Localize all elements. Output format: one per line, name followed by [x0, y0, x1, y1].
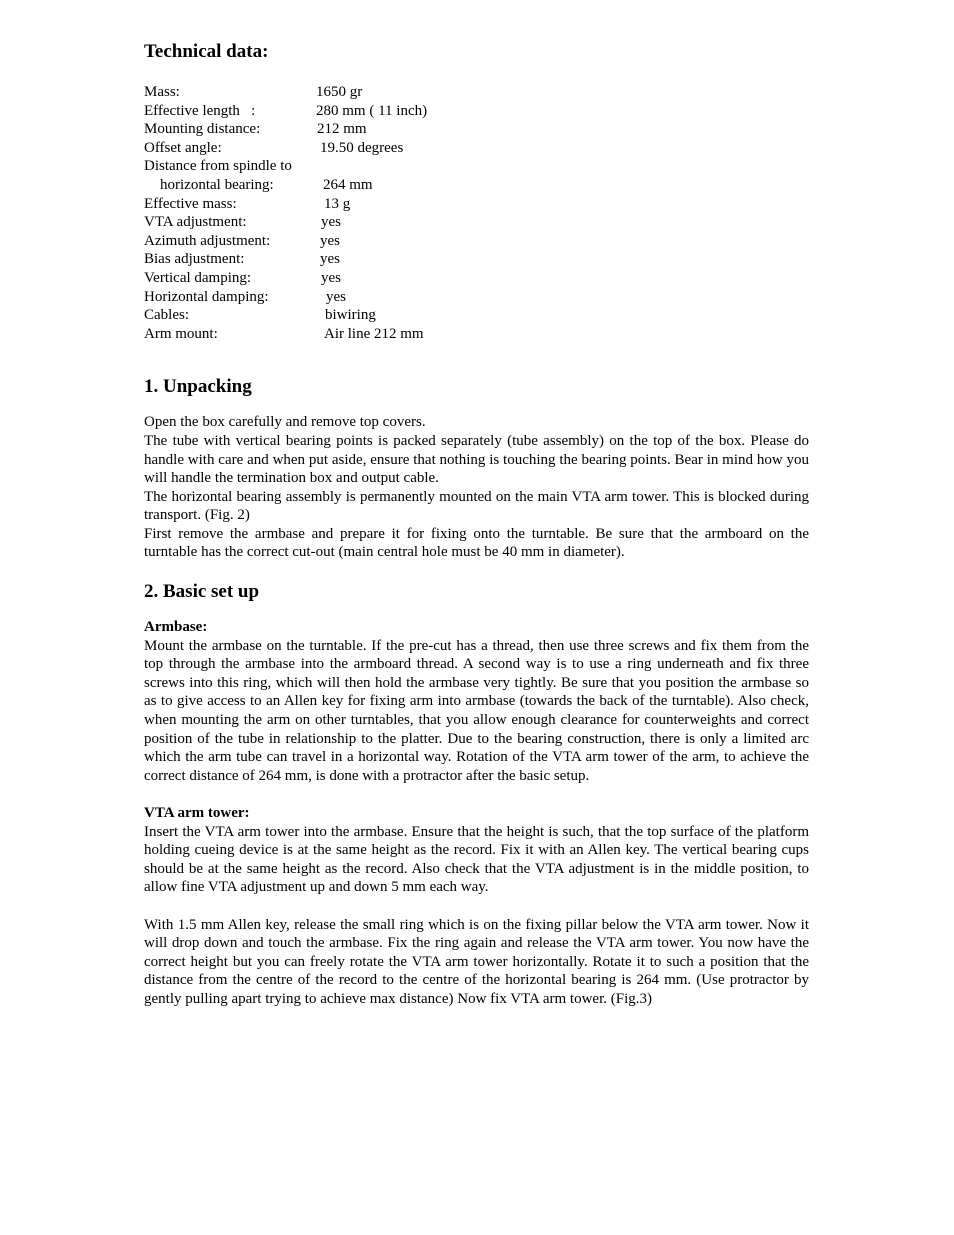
spec-value: yes	[321, 214, 341, 231]
paragraph: The tube with vertical bearing points is packed separately (tube assembly) on the top of the box. Please do handle with care and when put aside, ensure that nothing is touching the bearing points. Bear in mind how you will handle the termination box and output cable.	[144, 432, 809, 487]
spec-label: Azimuth adjustment:	[144, 232, 271, 249]
spec-row-bias-adjustment	[144, 250, 809, 269]
spec-label: horizontal bearing:	[160, 176, 274, 193]
spec-row-cables	[144, 306, 809, 325]
spec-label: Mass:	[144, 84, 180, 100]
spec-label: Effective length :	[144, 102, 256, 119]
paragraph: Open the box carefully and remove top covers.	[144, 414, 426, 431]
spec-row-effective-mass	[144, 195, 809, 214]
spec-label: Bias adjustment:	[144, 251, 245, 268]
spec-label: Arm mount:	[144, 325, 218, 342]
unpacking-heading: 1. Unpacking	[144, 376, 252, 398]
spec-label: Offset angle:	[144, 139, 222, 156]
spec-value: 264 mm	[323, 176, 373, 193]
unpacking-section	[144, 373, 809, 562]
spec-label: Mounting distance:	[144, 121, 261, 138]
spec-value: 212 mm	[317, 121, 367, 138]
unpacking-body	[144, 413, 809, 562]
spec-value: 1650 gr	[316, 84, 363, 100]
vta-tower-block	[144, 804, 809, 1009]
spec-row-effective-length	[144, 102, 809, 121]
spec-value: yes	[320, 251, 340, 268]
technical-data-heading: Technical data:	[144, 41, 269, 62]
spec-value: yes	[326, 288, 346, 305]
spec-label: Cables:	[144, 307, 189, 324]
spec-row-mass	[144, 83, 809, 102]
basic-setup-heading: 2. Basic set up	[144, 581, 260, 603]
spec-row-azimuth-adjustment	[144, 232, 809, 251]
spec-value: yes	[321, 269, 341, 286]
spec-value: 13 g	[324, 195, 351, 212]
spec-value: 19.50 degrees	[320, 139, 404, 156]
spec-value: biwiring	[325, 307, 376, 324]
vta-tower-subtitle: VTA arm tower:	[144, 805, 250, 821]
spec-row-horizontal-bearing	[144, 176, 809, 195]
spec-label: Distance from spindle to	[144, 158, 292, 175]
armbase-paragraph: Mount the armbase on the turntable. If the pre-cut has a thread, then use three screws and fix them from the top through the armbase into the armboard thread. A second way is to use a ring underneath and fix three screws into this ring, which will then hold the armbase very tightly. Be sure that you position the armbase so as to give access to an Allen key for fixing arm into armbase (towards the back of the turntable). Also check, when mounting the arm on other turntables, that you allow enough clearance for counterweights and correct position of the tube in relationship to the platter. Due to the bearing construction, there is only a limited arc which the arm tube can travel in a horizontal way. Rotation of the VTA arm tower of the arm, to achieve the correct distance of 264 mm, is done with a protractor after the basic setup.	[144, 637, 809, 784]
spec-row-offset-angle	[144, 139, 809, 158]
vta-tower-paragraph: Insert the VTA arm tower into the armbase. Ensure that the height is such, that the top surface of the platform holding cueing device is at the same height as the record. Fix it with an Allen key. The vertical bearing cups should be at the same height as the record. Also check that the VTA adjustment is in the middle position, to allow fine VTA adjustment up and down 5 mm each way.	[144, 823, 809, 896]
technical-data-table	[144, 83, 809, 343]
spec-row-mounting-distance	[144, 120, 809, 139]
spec-value: yes	[320, 232, 340, 249]
spec-row-distance-spindle	[144, 157, 809, 176]
spec-value: Air line 212 mm	[324, 325, 424, 342]
spec-label: Effective mass:	[144, 195, 237, 212]
spec-label: VTA adjustment:	[144, 214, 247, 231]
spec-row-vertical-damping	[144, 269, 809, 288]
paragraph: First remove the armbase and prepare it for fixing onto the turntable. Be sure that the armboard on the turntable has the correct cut-out (main central hole must be 40 mm in diameter).	[144, 525, 809, 561]
spec-row-arm-mount	[144, 325, 809, 344]
spec-label: Vertical damping:	[144, 269, 252, 286]
document-page	[144, 38, 809, 1009]
spec-label: Horizontal damping:	[144, 288, 269, 305]
vta-tower-paragraph-2: With 1.5 mm Allen key, release the small ring which is on the fixing pillar below the VTA arm tower. Now it will drop down and touch the armbase. Fix the ring again and release the VTA arm tower. You now have the correct height but you can freely rotate the VTA arm tower horizontally. Rotate it to such a position that the distance from the centre of the record to the centre of the horizontal bearing is 264 mm. (Use protractor by gently pulling apart trying to achieve max distance) Now fix VTA arm tower. (Fig.3)	[144, 916, 809, 1007]
spec-row-horizontal-damping	[144, 288, 809, 307]
armbase-subtitle: Armbase:	[144, 619, 208, 636]
armbase-block	[144, 618, 809, 785]
spec-value: 280 mm ( 11 inch)	[316, 102, 428, 119]
paragraph: The horizontal bearing assembly is permanently mounted on the main VTA arm tower. This is blocked during transport. (Fig. 2)	[144, 488, 809, 524]
basic-setup-section	[144, 578, 809, 1008]
spec-row-vta-adjustment	[144, 213, 809, 232]
